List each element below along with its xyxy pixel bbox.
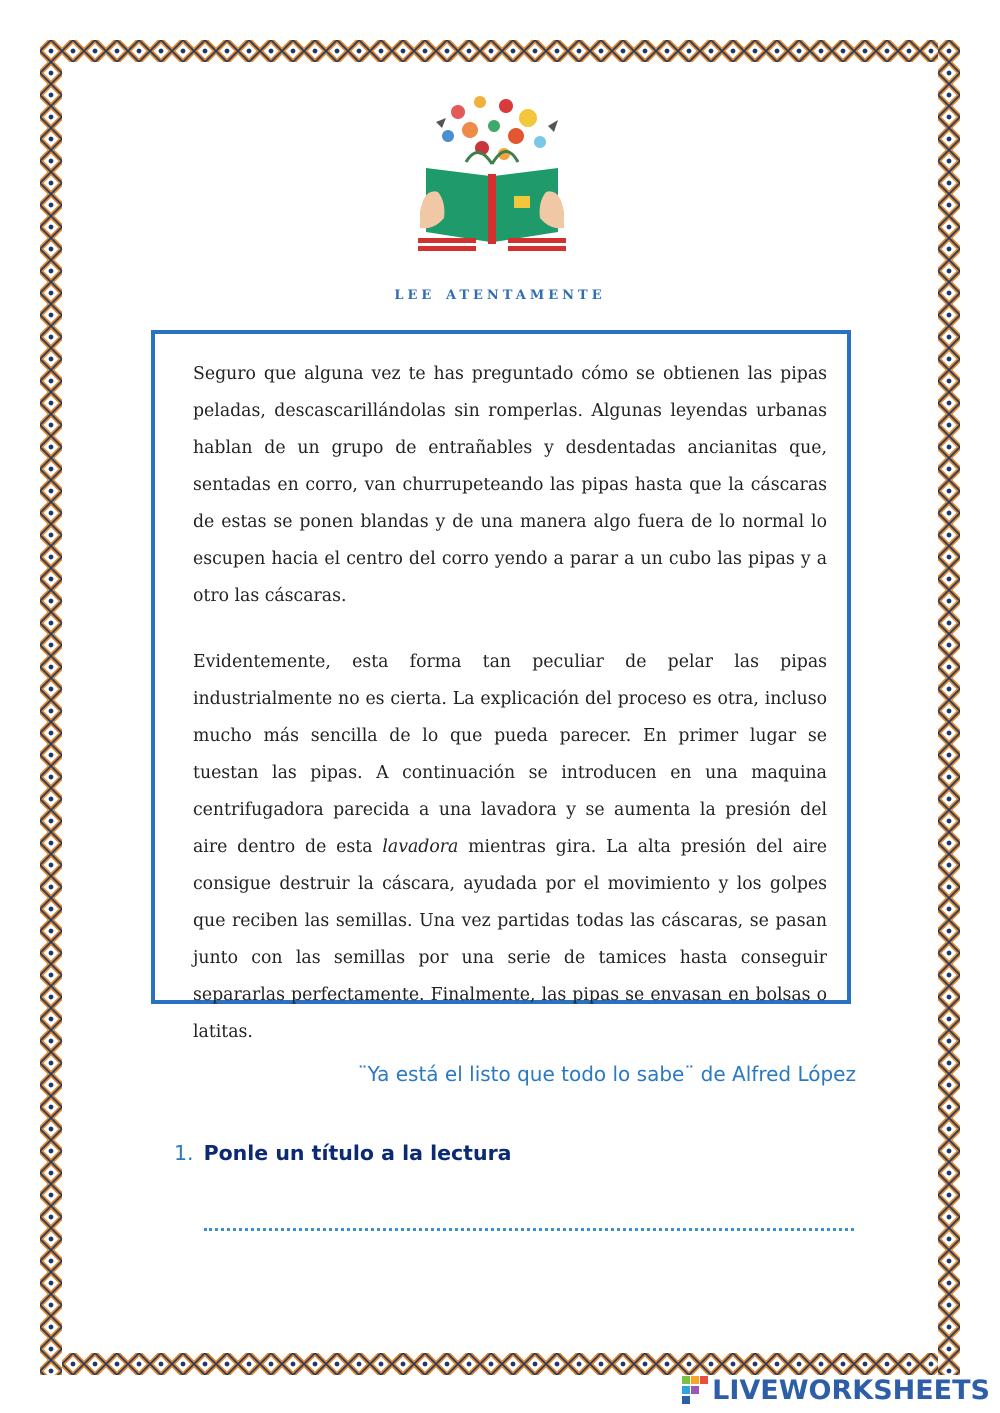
question-number: 1. bbox=[174, 1141, 194, 1165]
section-title: lee atentamente bbox=[394, 282, 606, 304]
border-left bbox=[40, 40, 62, 1375]
question-text: Ponle un título a la lectura bbox=[203, 1141, 512, 1165]
reading-box bbox=[151, 330, 851, 1042]
reading-text bbox=[193, 356, 827, 1051]
question-1 bbox=[174, 1141, 512, 1165]
reading-paragraph-2 bbox=[193, 644, 827, 1051]
reading-paragraph-2-part-1: Evidentemente, esta forma tan peculiar de pelar las pipas industrialmente no es cierta. La explicación del proceso es otra, incluso mucho más sencilla de lo que pueda parecer. En primer lugar se tuestan las pipas. A continuación se introducen en una maquina centrifugadora parecida a una lavadora y se aumenta la presión del aire dentro de esta bbox=[193, 652, 827, 857]
reading-paragraph-1: Seguro que alguna vez te has preguntado cómo se obtienen las pipas peladas, descascarillándolas sin romperlas. Algunas leyendas urbanas hablan de un grupo de entrañables y desdentadas ancianitas que, sentadas en corro, van churrupeteando las pipas hasta que la cáscaras de estas se ponen blandas y de una manera algo fuera de lo normal lo escupen hacia el centro del corro yendo a parar a un cubo las pipas y a otro las cáscaras. bbox=[193, 364, 827, 606]
border-top bbox=[40, 40, 960, 62]
source-citation: ¨Ya está el listo que todo lo sabe¨ de Alfred López bbox=[357, 1062, 856, 1086]
liveworksheets-text: LIVEWORKSHEETS bbox=[712, 1374, 990, 1406]
reading-paragraph-2-italic: lavadora bbox=[382, 837, 459, 857]
liveworksheets-logo-icon bbox=[682, 1376, 708, 1404]
book-illustration bbox=[418, 92, 566, 254]
liveworksheets-watermark bbox=[682, 1373, 990, 1407]
answer-line[interactable] bbox=[204, 1224, 854, 1231]
reading-paragraph-2-part-2: mientras gira. La alta presión del aire consigue destruir la cáscara, ayudada por el movimiento y los golpes que reciben las semillas. Una vez partidas todas las cáscaras, se pasan junto con las semillas por una serie de tamices hasta conseguir separarlas perfectamente. Finalmente, las pipas se envasan en bolsas o latitas. bbox=[193, 837, 828, 1042]
border-bottom bbox=[40, 1353, 960, 1375]
border-right bbox=[938, 40, 960, 1375]
